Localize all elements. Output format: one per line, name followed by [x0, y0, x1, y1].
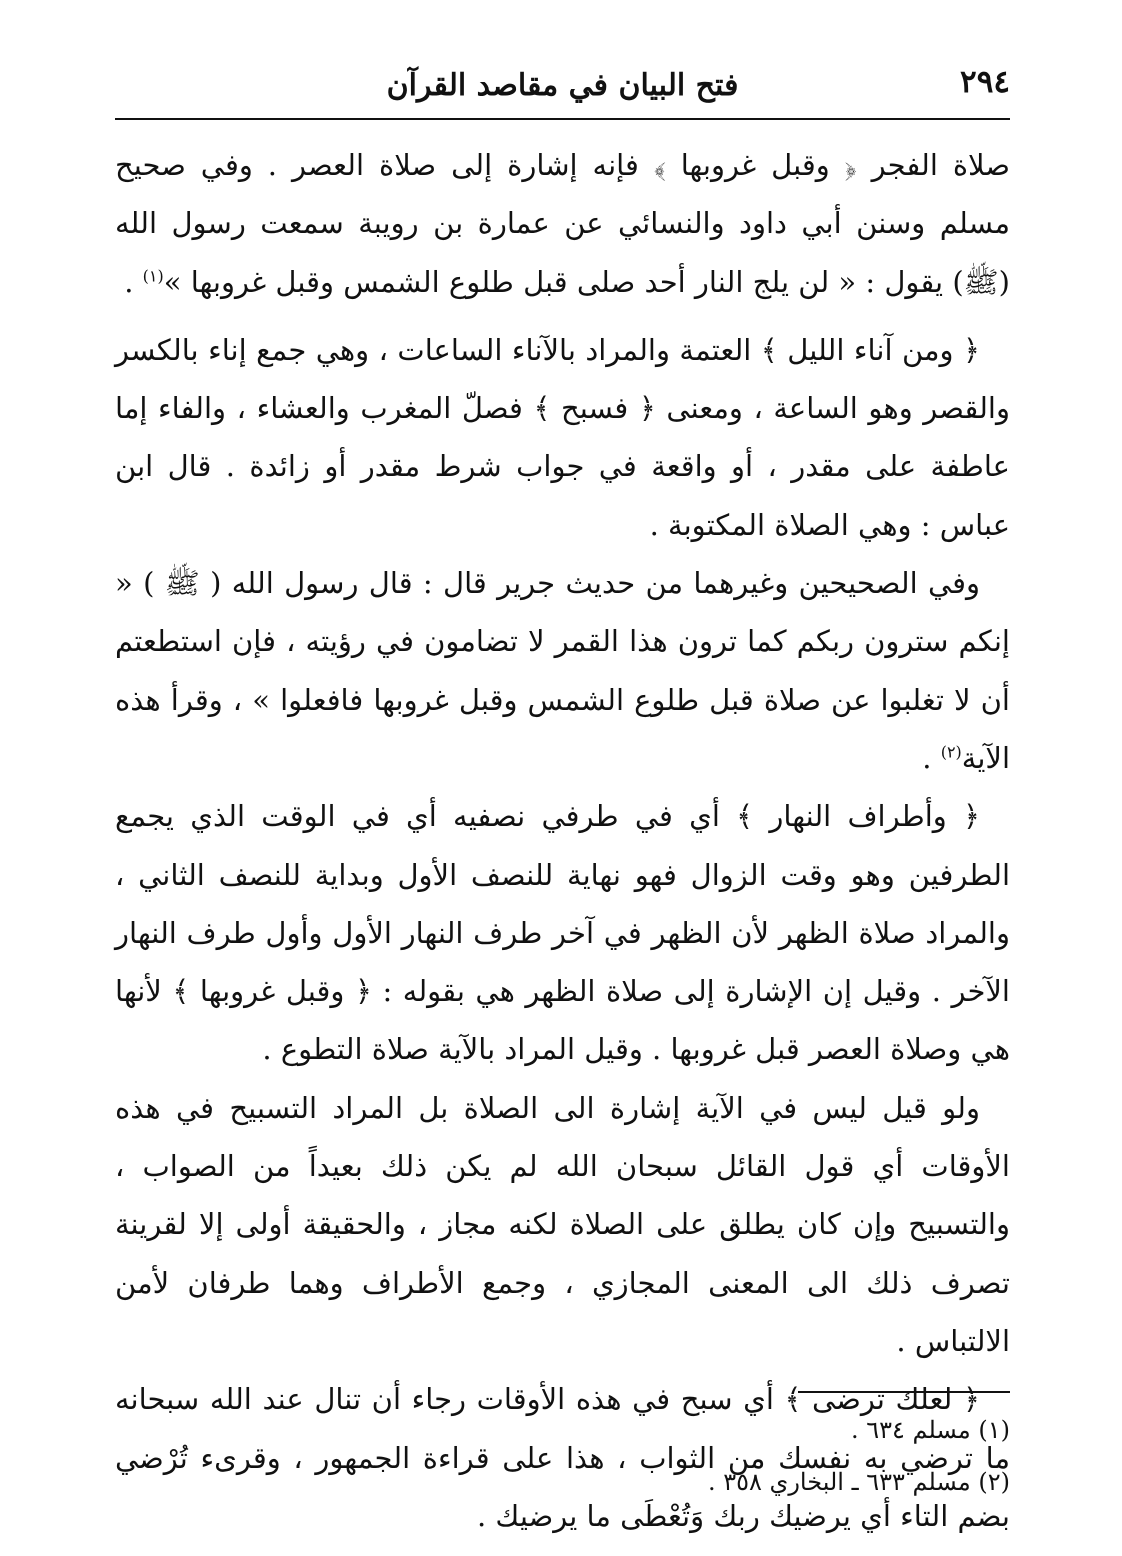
running-title: فتح البيان في مقاصد القرآن [386, 68, 739, 103]
paragraph-6: ﴿ لعلك ترضى ﴾ أي سبح في هذه الأوقات رجاء أن تنال عند الله سبحانه ما ترضي به نفسك من الثواب ، هذا على قراءة الجمهور ، وقرىء تُرْضي بضم التاء أي يرضيك ربك وَتُعْطَى ما يرضيك . [115, 1382, 1010, 1533]
paragraph-2: ﴿ ومن آناء الليل ﴾ العتمة والمراد بالآناء الساعات ، وهي جمع إناء بالكسر والقصر وهو الساعة ، ومعنى ﴿ فسبح ﴾ فصلّ المغرب والعشاء ، والفاء إما عاطفة على مقدر ، أو واقعة في جواب شرط مقدر أو زائدة . قال ابن عباس : وهي الصلاة المكتوبة . [115, 332, 1010, 542]
body-text [115, 136, 1010, 1545]
paragraph-1-text: صلاة الفجر ﴿ وقبل غروبها ﴾ فإنه إشارة إلى صلاة العصر . وفي صحيح مسلم وسنن أبي داود والنسائي عن عمارة بن رويبة سمعت رسول الله (ﷺ) يقول : « لن يلج النار أحد صلى قبل طلوع الشمس وقبل غروبها » [115, 148, 1010, 299]
paragraph-5: ولو قيل ليس في الآية إشارة الى الصلاة بل المراد التسبيح في هذه الأوقات أي قول القائل سبحان الله لم يكن ذلك بعيداً من الصواب ، والتسبيح وإن كان يطلق على الصلاة لكنه مجاز ، والحقيقة أولى إلا لقرينة تصرف ذلك الى المعنى المجازي ، وجمع الأطراف وهما طرفان لأمن الالتباس . [115, 1090, 1010, 1358]
paragraph-3 [115, 554, 1010, 787]
footnote-1: (١) مسلم ٦٣٤ . [850, 1416, 1010, 1444]
footnote-rule [798, 1391, 1010, 1393]
footnote-2: (٢) مسلم ٦٣٣ ـ البخاري ٣٥٨ . [707, 1468, 1010, 1496]
paragraph-3-end: . [922, 740, 941, 775]
footnote-ref-1: (١) [142, 265, 164, 285]
page-number: ٢٩٤ [960, 64, 1010, 100]
page-header [115, 62, 1010, 118]
footnotes [115, 1404, 1010, 1508]
paragraph-1-end: . [124, 264, 143, 299]
header-rule [115, 118, 1010, 120]
paragraph-3-text: وفي الصحيحين وغيرهما من حديث جرير قال : قال رسول الله ( ﷺ ) « إنكم سترون ربكم كما ترون هذا القمر لا تضامون في رؤيته ، فإن استطعتم أن لا تغلبوا عن صلاة قبل طلوع الشمس وقبل غروبها فافعلوا » ، وقرأ هذه الآية [115, 566, 1010, 775]
footnote-ref-2: (٢) [940, 742, 962, 762]
paragraph-4: ﴿ وأطراف النهار ﴾ أي في طرفي نصفيه أي في الوقت الذي يجمع الطرفين وهو وقت الزوال فهو نهاية للنصف الأول وبداية للنصف الثاني ، والمراد صلاة الظهر لأن الظهر في آخر طرف النهار الأول وأول طرف النهار الآخر . وقيل إن الإشارة إلى صلاة الظهر هي بقوله : ﴿ وقبل غروبها ﴾ لأنها هي وصلاة العصر قبل غروبها . وقيل المراد بالآية صلاة التطوع . [115, 799, 1010, 1067]
paragraph-1 [115, 136, 1010, 311]
